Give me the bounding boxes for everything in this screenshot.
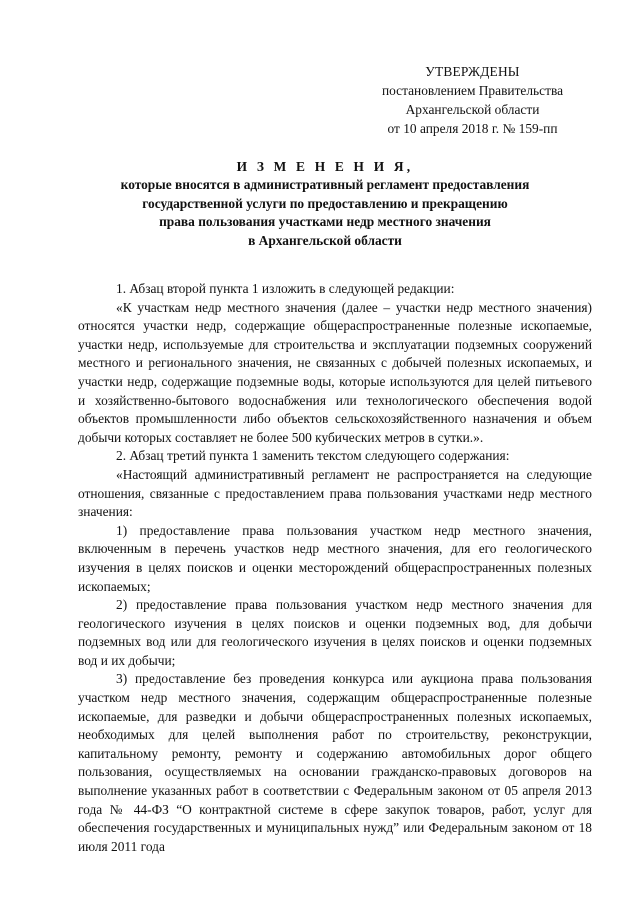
approval-region: Архангельской области [405,102,540,117]
approval-authority: постановлением Правительства [381,83,564,98]
paragraph-item-1: 1. Абзац второй пункта 1 изложить в следующей редакции: [116,281,455,296]
paragraph-item-2: 2. Абзац третий пункта 1 заменить текстом следующего содержания: [116,448,510,464]
title-line-2: государственной услуги по предоставлению и прекращению [142,195,508,211]
paragraph-quote-2: «Настоящий административный регламент не распространяется на следующие отношения, связанные с предоставлением права пользования участками недр местного значения: [78,466,592,520]
approval-date-number: от 10 апреля 2018 г. № 159-пп [387,121,558,136]
document-title: И З М Е Н Е Н И Я, [236,159,414,174]
paragraph-subitem-1: 1) предоставление права пользования участком недр местного значения, включенным в перечень участков недр местного значения, для его геологического изучения в целях поисков и оценки месторождений общераспространенных полезных ископаемых; [78,522,592,594]
paragraph-subitem-2: 2) предоставление права пользования участком недр местного значения для геологического изучения в целях поисков и оценки подземных вод, для добычи подземных вод или для геологического изучения в целях поисков и оценки подземных вод и их добычи; [78,597,592,668]
title-line-4: в Архангельской области [248,232,402,248]
approval-stamp [340,62,605,138]
paragraph-subitem-3: 3) предоставление без проведения конкурса или аукциона права пользования участком недр местного значения, содержащим общераспространенные полезные ископаемые, для разведки и добычи общераспространенных полезных ископаемых, необходимых для целей выполнения работ по строительству, реконструкции, капитальному ремонту, ремонту и содержанию автомобильных дорог общего пользования, осуществляемых на основании гражданско-правовых договоров на выполнение указанных работ в соответствии с Федеральным законом от 05 апреля 2013 года № 44-ФЗ “О контрактной системе в сфере закупок товаров, работ, услуг для обеспечения государственных и муниципальных нужд” или Федеральным законом от 18 июля 2011 года [78,671,592,854]
paragraph-quote-1: «К участкам недр местного значения (далее – участки недр местного значения) относятся участки недр, содержащие общераспространенные полезные ископаемые, участки недр, используемые для строительства и эксплуатации подземных сооружений местного и регионального значения, не связанных с добычей полезных ископаемых, и участки недр, содержащие подземные воды, которые используются для целей питьевого и хозяйственно-бытового водоснабжения или технологического обеспечения водой объектов промышленности либо объектов сельскохозяйственного назначения и объем добычи которых составляет не более 500 кубических метров в сутки.». [78,299,592,445]
approval-heading: УТВЕРЖДЕНЫ [425,64,520,79]
document-title-block [80,158,570,250]
title-line-1: которые вносятся в административный регламент предоставления [120,177,530,193]
title-line-3: права пользования участками недр местного значения [159,214,491,230]
document-body [78,280,592,856]
